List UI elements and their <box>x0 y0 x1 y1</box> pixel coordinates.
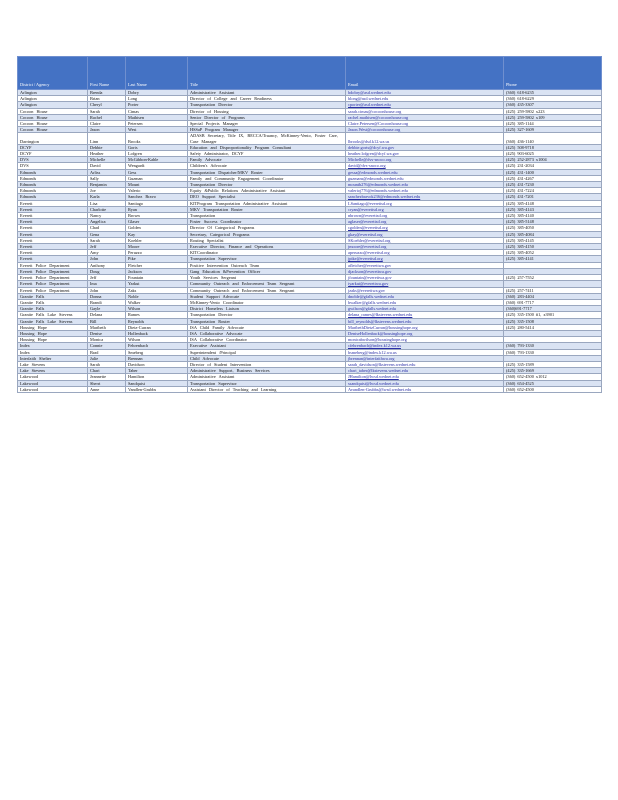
title-cell: Safety Administrator, DCYF <box>188 151 346 157</box>
email-cell[interactable]: afletcher@everettwa.gov <box>346 262 504 268</box>
title-cell: ISA Collaborative Advocate <box>188 330 346 336</box>
phone-cell: (360) 654-4525 <box>504 380 602 386</box>
first-name-cell: John <box>88 256 126 262</box>
district-cell: Granite Falls <box>18 299 88 305</box>
last-name-cell: Yarkut <box>126 281 188 287</box>
first-name-cell: Bill <box>88 318 126 324</box>
title-cell: Gang Education &Prevention Officer <box>188 268 346 274</box>
email-cell[interactable]: lbrooks@dsd.k12.wa.us <box>346 133 504 144</box>
district-cell: DVS <box>18 157 88 163</box>
title-cell: Administrative Assistant <box>188 374 346 380</box>
first-name-cell: Benjamin <box>88 182 126 188</box>
email-cell[interactable]: david@dvs-snoco.org <box>346 163 504 169</box>
district-cell: Everett <box>18 200 88 206</box>
last-name-cell: Noble <box>126 293 188 299</box>
first-name-cell: Gayle <box>88 306 126 312</box>
last-name-cell: Santiago <box>126 200 188 206</box>
email-cell[interactable]: cporter@asd.wednet.edu <box>346 102 504 108</box>
district-cell: Everett Police Department <box>18 262 88 268</box>
phone-cell: (425) 335-1589 <box>504 361 602 367</box>
email-cell[interactable]: jbrennan@interfaithwa.org <box>346 355 504 361</box>
email-cell[interactable]: gessa@edmonds.wednet.edu <box>346 169 504 175</box>
phone-cell: (425) 431-7224 <box>504 188 602 194</box>
last-name-cell: Davidson <box>126 361 188 367</box>
phone-cell: (360) 691-7717 <box>504 299 602 305</box>
title-cell: Transportation Router <box>188 318 346 324</box>
email-cell[interactable]: bwalker@gfalls.wednet.edu <box>346 299 504 305</box>
phone-cell: (425) 231-2034 <box>504 163 602 169</box>
last-name-cell: Gess <box>126 169 188 175</box>
email-cell[interactable]: Jason.West@cocoonhouse.org <box>346 127 504 133</box>
email-cell[interactable]: bdobry@asd.wednet.edu <box>346 90 504 96</box>
last-name-cell: Fehrenbach <box>126 343 188 349</box>
last-name-cell: Petersen <box>126 121 188 127</box>
district-cell: Everett Police Department <box>18 281 88 287</box>
email-cell[interactable]: Claire.Petersen@Cocoonhouse.org <box>346 121 504 127</box>
district-cell: Edmonds <box>18 182 88 188</box>
email-cell[interactable]: JHamilton@lwsd.wednet.edu <box>346 374 504 380</box>
header-first-name: First Name <box>88 57 126 90</box>
last-name-cell: Vandlen-Grubbs <box>126 386 188 392</box>
district-cell: Index <box>18 343 88 349</box>
title-cell: Routing Specialist <box>188 237 346 243</box>
title-cell: ISA Child Family Advocate <box>188 324 346 330</box>
first-name-cell: Ima <box>88 281 126 287</box>
first-name-cell: Denise <box>88 330 126 336</box>
district-cell: Lakewood <box>18 374 88 380</box>
email-cell[interactable]: cryan@everettsd.org <box>346 206 504 212</box>
title-cell: Child Advocate <box>188 355 346 361</box>
first-name-cell: Heather <box>88 151 126 157</box>
first-name-cell: Amy <box>88 250 126 256</box>
last-name-cell: Wilson <box>126 337 188 343</box>
district-cell: Everett <box>18 237 88 243</box>
email-cell[interactable]: Michelle@dvs-snoco.org <box>346 157 504 163</box>
email-cell[interactable]: cgolden@everettsd.org <box>346 225 504 231</box>
first-name-cell: Lisa <box>88 200 126 206</box>
phone-cell: (425) 385-1144 <box>504 121 602 127</box>
district-cell: Everett <box>18 225 88 231</box>
district-cell: Cocoon House <box>18 127 88 133</box>
first-name-cell: Arliss <box>88 169 126 175</box>
district-cell: Edmonds <box>18 194 88 200</box>
district-cell: Everett <box>18 213 88 219</box>
table-row <box>18 386 602 392</box>
title-cell: KITProgram Transportation Administrative Assistant <box>188 200 346 206</box>
phone-cell: (425) 259-5802 x223 <box>504 108 602 114</box>
email-cell[interactable]: jzaks@everettwa.gov <box>346 287 504 293</box>
last-name-cell: Walker <box>126 299 188 305</box>
phone-cell: (360) 618-6235 <box>504 90 602 96</box>
district-cell: Granite Falls <box>18 293 88 299</box>
first-name-cell: Claire <box>88 121 126 127</box>
district-cell: Granite Falls Lake Stevens <box>18 318 88 324</box>
last-name-cell: Pike <box>126 256 188 262</box>
first-name-cell: Anne <box>88 386 126 392</box>
first-name-cell: Sherri <box>88 380 126 386</box>
last-name-cell: Jackson <box>126 268 188 274</box>
district-cell: Everett <box>18 256 88 262</box>
first-name-cell: Rachel <box>88 114 126 120</box>
district-cell: DCYF <box>18 144 88 150</box>
email-cell[interactable]: bill_reynolds@lkstevens.wednet.edu <box>346 318 504 324</box>
email-cell[interactable]: jpike@everettsd.org <box>346 256 504 262</box>
email-cell[interactable]: sarah_davidson@lkstevens.wednet.edu <box>346 361 504 367</box>
contact-table <box>17 56 602 393</box>
title-cell: Foster Success Coordinator <box>188 219 346 225</box>
last-name-cell: Long <box>126 96 188 102</box>
first-name-cell: David <box>88 163 126 169</box>
title-cell: ADASB Secretary, Title IX, BECCA/Truancy, McKinney-Vento, Foster Care, Case Manager <box>188 133 346 144</box>
first-name-cell: Jason <box>88 127 126 133</box>
first-name-cell: Chad <box>88 225 126 231</box>
last-name-cell: Fletcher <box>126 262 188 268</box>
email-cell[interactable]: djackson@everettwa.gov <box>346 268 504 274</box>
title-cell: Community Outreach and Enforcement Team Sergeant <box>188 287 346 293</box>
email-cell[interactable]: cfehrenbach@index.k12.wa.us <box>346 343 504 349</box>
title-cell: Director of College and Career Readiness <box>188 96 346 102</box>
title-cell: ISA Collaborative Coordinator <box>188 337 346 343</box>
last-name-cell: Lofgren <box>126 151 188 157</box>
first-name-cell: Jeff <box>88 275 126 281</box>
email-cell[interactable]: MaribethDietzCurran@housinghope.org <box>346 324 504 330</box>
first-name-cell: Cheryl <box>88 102 126 108</box>
phone-cell: (425) 327-1609 <box>504 127 602 133</box>
district-cell: DCYF <box>18 151 88 157</box>
last-name-cell: Mathisen <box>126 114 188 120</box>
last-name-cell: Guzman <box>126 175 188 181</box>
phone-cell: (360)691-7717 <box>504 306 602 312</box>
first-name-cell: Delana <box>88 312 126 318</box>
first-name-cell: Joe <box>88 188 126 194</box>
first-name-cell: Karla <box>88 194 126 200</box>
header-email: Email <box>346 57 504 90</box>
title-cell: McKinney-Vento Coordinator <box>188 299 346 305</box>
email-cell[interactable]: dnoble@gfalls.wednet.edu <box>346 293 504 299</box>
title-cell: Special Projects Manager <box>188 121 346 127</box>
last-name-cell: Hamilton <box>126 374 188 380</box>
header-phone: Phone <box>504 57 602 90</box>
email-cell[interactable]: aglaser@everettsd.org <box>346 219 504 225</box>
district-cell: Everett Police Department <box>18 287 88 293</box>
last-name-cell: Glaser <box>126 219 188 225</box>
first-name-cell: Maribeth <box>88 324 126 330</box>
last-name-cell: Kay <box>126 231 188 237</box>
title-cell: KITCoordinator <box>188 250 346 256</box>
first-name-cell: Sally <box>88 175 126 181</box>
first-name-cell: Jeff <box>88 244 126 250</box>
title-cell: HSSaP Program Manager <box>188 127 346 133</box>
last-name-cell: Sanchez Bravo <box>126 194 188 200</box>
title-cell: Youth Services Sergeant <box>188 275 346 281</box>
email-cell[interactable]: valerioj776@edmonds.wednet.edu <box>346 188 504 194</box>
first-name-cell: Debbie <box>88 144 126 150</box>
phone-cell: (360) 283-4404 <box>504 293 602 299</box>
last-name-cell: Zaks <box>126 287 188 293</box>
phone-cell: (425) 252-2873 x1004 <box>504 157 602 163</box>
title-cell: Student Support Advocate <box>188 293 346 299</box>
email-cell[interactable]: rachel.mathisen@cocoonhouse.org <box>346 114 504 120</box>
first-name-cell: Sarah <box>88 361 126 367</box>
table-row <box>18 133 602 144</box>
district-cell: Housing Hope <box>18 337 88 343</box>
last-name-cell: Cimas <box>126 108 188 114</box>
district-cell: Cocoon House <box>18 108 88 114</box>
phone-cell: (360) 652-4500 x1012 <box>504 374 602 380</box>
email-cell[interactable]: chari_taber@lkstevens.wednet.edu <box>346 368 504 374</box>
first-name-cell: Michelle <box>88 157 126 163</box>
email-cell[interactable]: DeniseHollenback@housinghope.org <box>346 330 504 336</box>
first-name-cell: Julie <box>88 355 126 361</box>
email-cell[interactable]: SKoehler@everettsd.org <box>346 237 504 243</box>
district-cell: Darrington <box>18 133 88 144</box>
last-name-cell: Mount <box>126 182 188 188</box>
last-name-cell: Sandquist <box>126 380 188 386</box>
phone-cell: (425) 385-4143 <box>504 206 602 212</box>
email-cell[interactable]: bsmeberg@index.k12.wa.us <box>346 349 504 355</box>
district-cell: Arlington <box>18 90 88 96</box>
title-cell: Transportation Director <box>188 182 346 188</box>
header-row <box>18 57 602 90</box>
title-cell: Executive Director, Finance and Operations <box>188 244 346 250</box>
last-name-cell: Wengardt <box>126 163 188 169</box>
district-cell: Everett Police Department <box>18 268 88 274</box>
district-cell: Housing Hope <box>18 324 88 330</box>
first-name-cell: Brenda <box>88 90 126 96</box>
district-cell: Lake Stevens <box>18 361 88 367</box>
district-cell: Everett <box>18 219 88 225</box>
title-cell: Family Advocate <box>188 157 346 163</box>
title-cell: Director Of Categorical Programs <box>188 225 346 231</box>
title-cell: Transportation <box>188 213 346 219</box>
first-name-cell: Charlotte <box>88 206 126 212</box>
district-cell: Lakewood <box>18 386 88 392</box>
last-name-cell: Rames <box>126 312 188 318</box>
last-name-cell: Dobry <box>126 90 188 96</box>
district-cell: Arlington <box>18 96 88 102</box>
email-cell[interactable]: heather.lofgren@dcyf.wa.gov <box>346 151 504 157</box>
district-cell: Granite Falls <box>18 306 88 312</box>
title-cell: Assistant Director of Teaching and Learning <box>188 386 346 392</box>
first-name-cell: Linn <box>88 133 126 144</box>
district-cell: Cocoon House <box>18 121 88 127</box>
phone-cell: (425) 385-4084 <box>504 231 602 237</box>
title-cell: Administrative Assistant <box>188 90 346 96</box>
email-cell[interactable]: ssandquist@lwsd.wednet.edu <box>346 380 504 386</box>
title-cell: DEO Support Specialist <box>188 194 346 200</box>
email-cell[interactable]: delana_rames@lkstevens.wednet.edu <box>346 312 504 318</box>
district-cell: DVS <box>18 163 88 169</box>
district-cell: Everett <box>18 206 88 212</box>
first-name-cell: Anthony <box>88 262 126 268</box>
phone-cell: (425) 431-7201 <box>504 194 602 200</box>
phone-cell: (425) 385-4145 <box>504 237 602 243</box>
phone-cell: (425) 335-1669 <box>504 368 602 374</box>
phone-cell: (425) 385-4148 <box>504 200 602 206</box>
phone-cell: (425) 385-4052 <box>504 250 602 256</box>
last-name-cell: Brooks <box>126 133 188 144</box>
email-cell[interactable]: nbrown@everettsd.org <box>346 213 504 219</box>
district-cell: Edmonds <box>18 169 88 175</box>
email-cell[interactable]: blong@asd.wednet.edu <box>346 96 504 102</box>
email-cell[interactable]: aperuzzo@everettsd.org <box>346 250 504 256</box>
phone-cell: (425) 385-5148 <box>504 219 602 225</box>
phone-cell: (425) 431-7230 <box>504 182 602 188</box>
first-name-cell: Jeannette <box>88 374 126 380</box>
first-name-cell: Gena <box>88 231 126 237</box>
title-cell: Transportation Dispatcher/MKV Router <box>188 169 346 175</box>
title-cell: Transportation Supervisor <box>188 256 346 262</box>
email-cell[interactable]: guzmans@edmonds.wednet.edu <box>346 175 504 181</box>
last-name-cell: Porter <box>126 102 188 108</box>
title-cell: Senior Director of Programs <box>188 114 346 120</box>
phone-cell: (425) 385-4141 <box>504 256 602 262</box>
header-district: District / Agency <box>18 57 88 90</box>
title-cell: Equity &Public Relations Administrative Assistant <box>188 188 346 194</box>
email-cell[interactable]: debbie.gorts@dcyf.wa.gov <box>346 144 504 150</box>
last-name-cell: Koehler <box>126 237 188 243</box>
district-cell: Lake Stevens <box>18 368 88 374</box>
district-cell: Everett <box>18 244 88 250</box>
last-name-cell: Brown <box>126 213 188 219</box>
email-cell[interactable]: gwilson@gfalls.wednet.edu <box>346 306 504 312</box>
last-name-cell: Ryan <box>126 206 188 212</box>
first-name-cell: Brandi <box>88 299 126 305</box>
last-name-cell: McGibbon-Kahle <box>126 157 188 163</box>
last-name-cell: Golden <box>126 225 188 231</box>
last-name-cell: West <box>126 127 188 133</box>
last-name-cell: Dietz-Curran <box>126 324 188 330</box>
phone-cell: (425) 385-4140 <box>504 213 602 219</box>
title-cell: Superintendent /Principal <box>188 349 346 355</box>
district-cell: Everett <box>18 231 88 237</box>
phone-cell: (425) 385-4150 <box>504 244 602 250</box>
title-cell: Family and Community Engagement Coordinator <box>188 175 346 181</box>
phone-cell: (360) 652-4500 <box>504 386 602 392</box>
title-cell: Director of Student Intervention <box>188 361 346 367</box>
email-cell[interactable]: mountb276@edmonds.wednet.edu <box>346 182 504 188</box>
phone-cell: (360) 793-1330 <box>504 349 602 355</box>
phone-cell: (360) 436-1140 <box>504 133 602 144</box>
title-cell: Education and Disproportionality Program Consultant <box>188 144 346 150</box>
last-name-cell: Gorts <box>126 144 188 150</box>
title-cell: Positive Intervention Outreach Team <box>188 262 346 268</box>
email-cell[interactable]: jfountain@everettwa.gov <box>346 275 504 281</box>
first-name-cell: Chari <box>88 368 126 374</box>
phone-cell: (425) 431-4267 <box>504 175 602 181</box>
header-last-name: Last Name <box>126 57 188 90</box>
district-cell: Granite Falls Lake Stevens <box>18 312 88 318</box>
title-cell: Community Outreach and Enforcement Team Sergeant <box>188 281 346 287</box>
last-name-cell: Peruzzo <box>126 250 188 256</box>
phone-cell: (425) 280-5414 <box>504 324 602 330</box>
last-name-cell: Valerio <box>126 188 188 194</box>
district-cell: Lakewood <box>18 380 88 386</box>
phone-cell: (425) 903-6025 <box>504 151 602 157</box>
phone-cell: (425) 257-7552 <box>504 275 602 281</box>
email-cell[interactable]: LSantiago@everettsd.org <box>346 200 504 206</box>
email-cell[interactable]: sarah.cimas@cocoonhouse.org <box>346 108 504 114</box>
title-cell: District Homeless Liaison <box>188 306 346 312</box>
first-name-cell: Nancy <box>88 213 126 219</box>
last-name-cell: Wilson <box>126 306 188 312</box>
email-cell[interactable]: gkay@everettsd.org <box>346 231 504 237</box>
title-cell: Transportation Director <box>188 312 346 318</box>
title-cell: Children's Advocate <box>188 163 346 169</box>
title-cell: MKV Transportation Router <box>188 206 346 212</box>
email-cell[interactable]: jmoore@everettsd.org <box>346 244 504 250</box>
title-cell: Director of Housing <box>188 108 346 114</box>
district-cell: Cocoon House <box>18 114 88 120</box>
title-cell: Transportation Supervisor <box>188 380 346 386</box>
first-name-cell: Sarah <box>88 108 126 114</box>
phone-cell: (360) 435-3307 <box>504 102 602 108</box>
title-cell: Administrative Support, Business Services <box>188 368 346 374</box>
district-cell: Edmonds <box>18 188 88 194</box>
phone-cell: (425) 335-1508 <box>504 318 602 324</box>
district-cell: Housing Hope <box>18 330 88 336</box>
district-cell: Everett <box>18 250 88 256</box>
first-name-cell: Brad <box>88 349 126 355</box>
last-name-cell: Brennan <box>126 355 188 361</box>
last-name-cell: Moore <box>126 244 188 250</box>
district-cell: Arlington <box>18 102 88 108</box>
first-name-cell: Sarah <box>88 237 126 243</box>
title-cell: Secretary, Categorical Programs <box>188 231 346 237</box>
email-cell[interactable]: sanchezbravok236@edmonds.wednet.edu <box>346 194 504 200</box>
title-cell: Transportation Director <box>188 102 346 108</box>
phone-cell: (360) 618-6229 <box>504 96 602 102</box>
district-cell: Index <box>18 349 88 355</box>
email-cell[interactable]: monicabwilson@housinghope.org <box>346 337 504 343</box>
phone-cell: (425) 508-9718 <box>504 144 602 150</box>
phone-cell: (425) 335-1500 #1, x3901 <box>504 312 602 318</box>
last-name-cell: Smeberg <box>126 349 188 355</box>
first-name-cell: Donna <box>88 293 126 299</box>
last-name-cell: Fountain <box>126 275 188 281</box>
phone-cell: (425) 385-4050 <box>504 225 602 231</box>
first-name-cell: John <box>88 287 126 293</box>
header-title: Title <box>188 57 346 90</box>
last-name-cell: Taber <box>126 368 188 374</box>
first-name-cell: Doug <box>88 268 126 274</box>
last-name-cell: Reynolds <box>126 318 188 324</box>
phone-cell: (360) 793-1330 <box>504 343 602 349</box>
district-cell: Interfaith Shelter <box>18 355 88 361</box>
phone-cell: (425) 257-7411 <box>504 287 602 293</box>
email-cell[interactable]: iyarkut@everettwa.gov <box>346 281 504 287</box>
first-name-cell: Monica <box>88 337 126 343</box>
phone-cell: (425) 259-5802 x109 <box>504 114 602 120</box>
email-cell[interactable]: Avandlen-Grubbs@lwsd.wednet.edu <box>346 386 504 392</box>
first-name-cell: Connie <box>88 343 126 349</box>
last-name-cell: Hollenback <box>126 330 188 336</box>
title-cell: Executive Assistant <box>188 343 346 349</box>
first-name-cell: Brian <box>88 96 126 102</box>
district-cell: Edmonds <box>18 175 88 181</box>
first-name-cell: Angelica <box>88 219 126 225</box>
district-cell: Everett Police Department <box>18 275 88 281</box>
phone-cell: (425) 431-1400 <box>504 169 602 175</box>
